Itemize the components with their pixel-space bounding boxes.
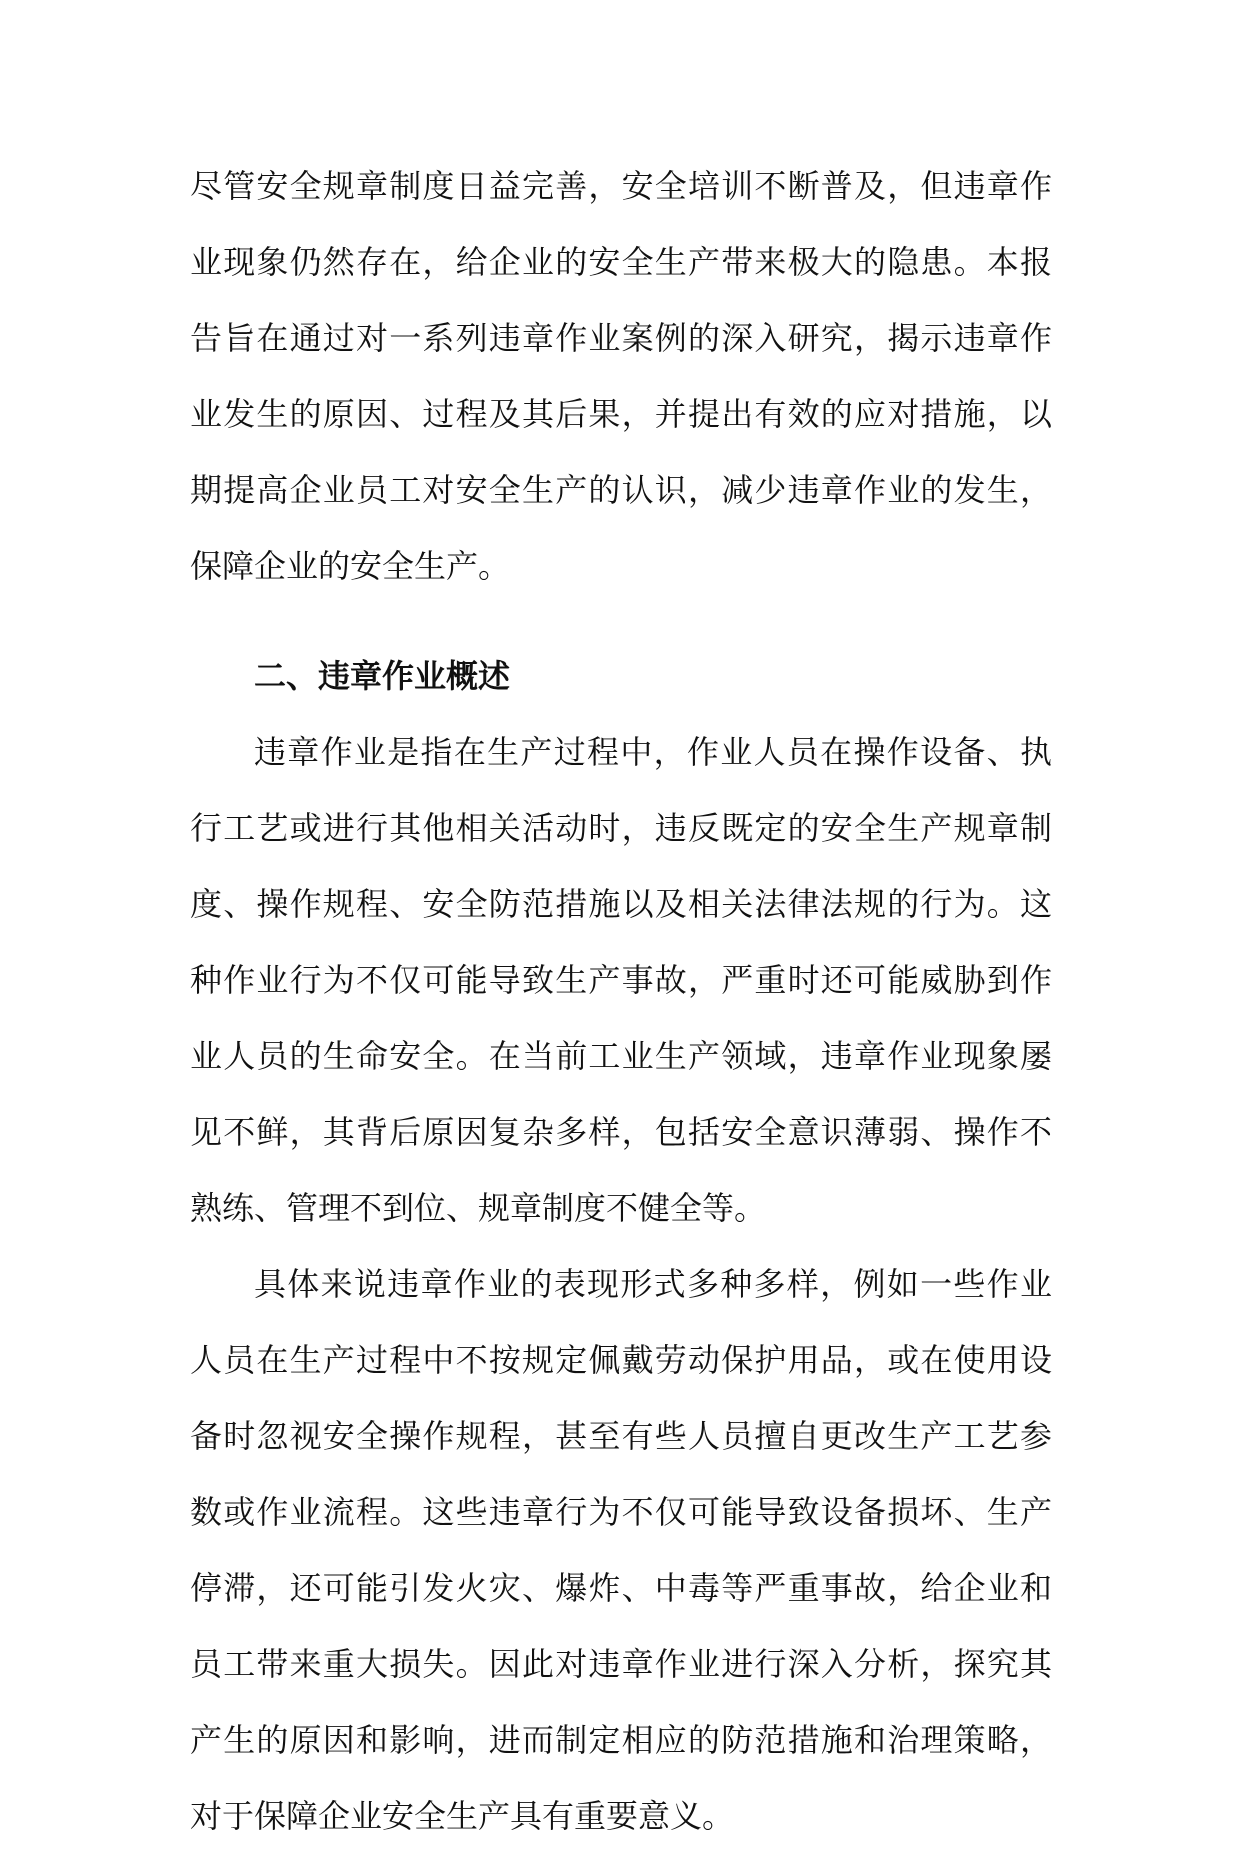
section-heading: 二、违章作业概述 [254,657,511,695]
body-paragraph-definition: 违章作业是指在生产过程中，作业人员在操作设备、执行工艺或进行其他相关活动时，违反既定的安全生产规章制度、操作规程、安全防范措施以及相关法律法规的行为。这种作业行为不仅可能导致生产事故，严重时还可能威胁到作业人员的生命安全。在当前工业生产领域，违章作业现象屡见不鲜，其背后原因复杂多样，包括安全意识薄弱、操作不熟练、管理不到位、规章制度不健全等。 [190,733,1052,1227]
body-paragraph-forms: 具体来说违章作业的表现形式多种多样，例如一些作业人员在生产过程中不按规定佩戴劳动保护用品，或在使用设备时忽视安全操作规程，甚至有些人员擅自更改生产工艺参数或作业流程。这些违章行为不仅可能导致设备损坏、生产停滞，还可能引发火灾、爆炸、中毒等严重事故，给企业和员工带来重大损失。因此对违章作业进行深入分析，探究其产生的原因和影响，进而制定相应的防范措施和治理策略，对于保障企业安全生产具有重要意义。 [190,1265,1052,1835]
document-body [190,148,1052,1854]
intro-paragraph: 尽管安全规章制度日益完善，安全培训不断普及，但违章作业现象仍然存在，给企业的安全生产带来极大的隐患。本报告旨在通过对一系列违章作业案例的深入研究，揭示违章作业发生的原因、过程及其后果，并提出有效的应对措施，以期提高企业员工对安全生产的认识，减少违章作业的发生，保障企业的安全生产。 [190,167,1052,585]
